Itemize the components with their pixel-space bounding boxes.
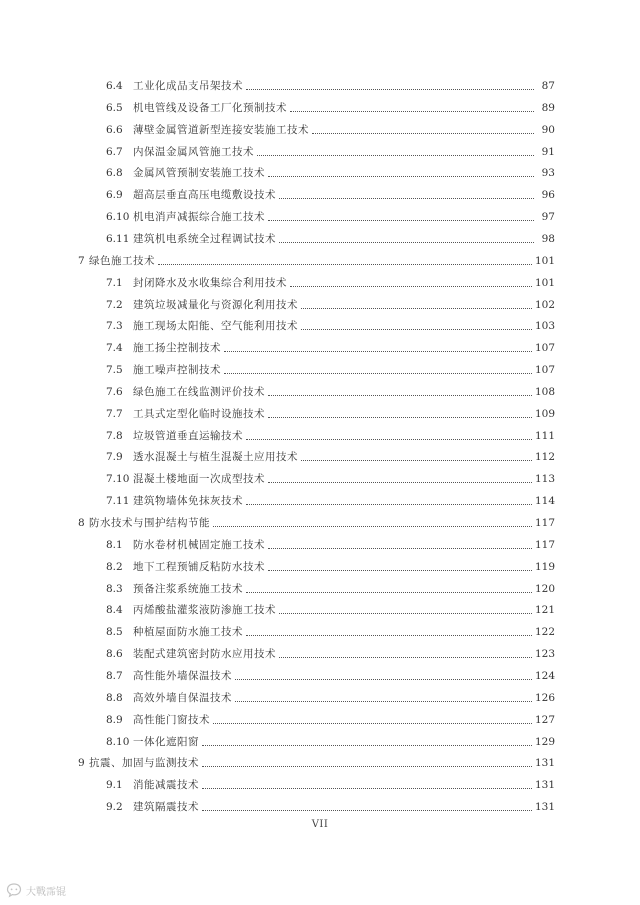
toc-entry-number: 7.9	[106, 451, 123, 463]
toc-section-entry[interactable]	[106, 399, 555, 421]
toc-entry-title: 机电管线及设备工厂化预制技术	[133, 102, 287, 114]
toc-entry-page: 120	[534, 583, 555, 595]
dot-leader	[202, 787, 532, 789]
toc-entry-title: 薄壁金属管道新型连接安装施工技术	[133, 124, 309, 136]
toc-entry-title: 施工现场太阳能、空气能利用技术	[133, 320, 298, 332]
dot-leader	[279, 241, 534, 243]
toc-entry-number: 9.2	[106, 801, 123, 813]
dot-leader	[290, 285, 532, 287]
toc-section-entry[interactable]	[106, 202, 555, 224]
toc-entry-page: 122	[534, 626, 555, 638]
toc-entry-title: 消能减震技术	[133, 779, 199, 791]
dot-leader	[268, 394, 532, 396]
dot-leader	[202, 809, 532, 811]
toc-entry-number: 8.10	[106, 736, 130, 748]
toc-entry-page: 101	[534, 277, 555, 289]
watermark	[6, 882, 66, 898]
toc-entry-page: 89	[541, 102, 555, 114]
dot-leader	[257, 154, 534, 156]
toc-entry-page: 112	[534, 451, 555, 463]
toc-entry-number: 6.7	[106, 146, 123, 158]
toc-entry-number: 7.8	[106, 430, 123, 442]
toc-entry-number: 7.3	[106, 320, 123, 332]
toc-section-entry[interactable]	[106, 158, 555, 180]
dot-leader	[268, 219, 534, 221]
toc-entry-number: 8.8	[106, 692, 123, 704]
toc-section-entry[interactable]	[106, 464, 555, 486]
toc-entry-number: 7.7	[106, 408, 123, 420]
toc-section-entry[interactable]	[106, 137, 555, 159]
dot-leader	[279, 656, 532, 658]
toc-entry-page: 113	[534, 473, 555, 485]
toc-entry-number: 8.2	[106, 561, 123, 573]
toc-entry-page: 117	[534, 517, 555, 529]
toc-entry-title: 建筑机电系统全过程调试技术	[133, 233, 276, 245]
toc-entry-title: 装配式建筑密封防水应用技术	[133, 648, 276, 660]
dot-leader	[268, 547, 532, 549]
toc-entry-number: 6.4	[106, 80, 123, 92]
toc-entry-title: 绿色施工技术	[89, 255, 155, 267]
toc-section-entry[interactable]	[106, 617, 555, 639]
toc-section-entry[interactable]	[106, 355, 555, 377]
toc-entry-number: 7.4	[106, 342, 123, 354]
toc-entry-page: 124	[534, 670, 555, 682]
toc-entry-title: 高性能门窗技术	[133, 714, 210, 726]
toc-section-entry[interactable]	[106, 552, 555, 574]
toc-section-entry[interactable]	[106, 180, 555, 202]
toc-entry-page: 97	[541, 211, 555, 223]
toc-section-entry[interactable]	[106, 290, 555, 312]
dot-leader	[279, 197, 534, 199]
toc-entry-number: 7.2	[106, 299, 123, 311]
toc-entry-number: 7.10	[106, 473, 130, 485]
toc-entry-title: 地下工程预铺反粘防水技术	[133, 561, 265, 573]
toc-entry-title: 施工扬尘控制技术	[133, 342, 221, 354]
toc-entry-page: 91	[541, 146, 555, 158]
toc-section-entry[interactable]	[106, 442, 555, 464]
toc-entry-title: 防水技术与围护结构节能	[89, 517, 210, 529]
toc-section-entry[interactable]	[106, 224, 555, 246]
toc-entry-page: 119	[534, 561, 555, 573]
toc-entry-title: 抗震、加固与监测技术	[89, 757, 199, 769]
toc-entry-title: 工业化成品支吊架技术	[133, 80, 243, 92]
toc-entry-page: 96	[541, 189, 555, 201]
toc-entry-number: 8.5	[106, 626, 123, 638]
toc-entry-title: 预备注浆系统施工技术	[133, 583, 243, 595]
toc-section-entry[interactable]	[106, 530, 555, 552]
dot-leader	[235, 700, 532, 702]
toc-entry-page: 123	[534, 648, 555, 660]
toc-entry-page: 111	[534, 430, 555, 442]
dot-leader	[246, 634, 532, 636]
toc-entry-title: 超高层垂直高压电缆敷设技术	[133, 189, 276, 201]
dot-leader	[301, 307, 532, 309]
toc-entry-number: 8.3	[106, 583, 123, 595]
toc-entry-title: 丙烯酸盐灌浆液防渗施工技术	[133, 604, 276, 616]
toc-entry-number: 6.10	[106, 211, 130, 223]
toc-entry-page: 131	[534, 779, 555, 791]
toc-entry-page: 131	[534, 801, 555, 813]
toc-entry-number: 7.1	[106, 277, 123, 289]
toc-entry-page: 93	[541, 167, 555, 179]
page-folio: VII	[311, 819, 329, 830]
toc-entry-title: 内保温金属风管施工技术	[133, 146, 254, 158]
toc-section-entry[interactable]	[106, 115, 555, 137]
toc-entry-number: 6.6	[106, 124, 123, 136]
toc-entry-page: 126	[534, 692, 555, 704]
toc-section-entry[interactable]	[106, 792, 555, 814]
toc-entry-title: 建筑垃圾减量化与资源化利用技术	[133, 299, 298, 311]
toc-entry-number: 7	[78, 255, 85, 267]
toc-entry-page: 108	[534, 386, 555, 398]
toc-entry-title: 垃圾管道垂直运输技术	[133, 430, 243, 442]
toc-entry-number: 7.6	[106, 386, 123, 398]
dot-leader	[158, 263, 532, 265]
toc-entry-title: 绿色施工在线监测评价技术	[133, 386, 265, 398]
dot-leader	[224, 350, 532, 352]
toc-section-entry[interactable]	[106, 333, 555, 355]
toc-entry-page: 109	[534, 408, 555, 420]
dot-leader	[268, 175, 534, 177]
toc-entry-page: 107	[534, 364, 555, 376]
dot-leader	[246, 88, 534, 90]
toc-section-entry[interactable]	[106, 486, 555, 508]
toc-entry-number: 6.5	[106, 102, 123, 114]
dot-leader	[246, 503, 532, 505]
chat-bubble-logo-icon	[6, 882, 22, 898]
toc-entry-page: 103	[534, 320, 555, 332]
toc-section-entry[interactable]	[106, 770, 555, 792]
toc-entry-number: 8.6	[106, 648, 123, 660]
toc-entry-page: 127	[534, 714, 555, 726]
dot-leader	[213, 525, 532, 527]
toc-entry-page: 87	[541, 80, 555, 92]
dot-leader	[268, 416, 532, 418]
toc-entry-number: 9	[78, 757, 85, 769]
toc-entry-title: 高性能外墙保温技术	[133, 670, 232, 682]
toc-entry-number: 6.8	[106, 167, 123, 179]
dot-leader	[213, 722, 532, 724]
toc-entry-number: 6.11	[106, 233, 130, 245]
dot-leader	[235, 678, 532, 680]
toc-entry-title: 种植屋面防水施工技术	[133, 626, 243, 638]
toc-section-entry[interactable]	[106, 71, 555, 93]
toc-chapter-entry[interactable]	[78, 246, 555, 268]
toc-entry-title: 高效外墙自保温技术	[133, 692, 232, 704]
toc-section-entry[interactable]	[106, 727, 555, 749]
dot-leader	[202, 765, 532, 767]
toc-entry-title: 透水混凝土与植生混凝土应用技术	[133, 451, 298, 463]
dot-leader	[202, 744, 532, 746]
dot-leader	[290, 110, 534, 112]
dot-leader	[224, 372, 532, 374]
toc-entry-title: 施工噪声控制技术	[133, 364, 221, 376]
toc-entry-page: 102	[534, 299, 555, 311]
toc-chapter-entry[interactable]	[78, 748, 555, 770]
toc-section-entry[interactable]	[106, 661, 555, 683]
toc-entry-number: 7.5	[106, 364, 123, 376]
toc-entry-title: 金属风管预制安装施工技术	[133, 167, 265, 179]
toc-entry-page: 98	[541, 233, 555, 245]
toc-entry-page: 131	[534, 757, 555, 769]
toc-entry-page: 114	[534, 495, 555, 507]
toc-entry-page: 129	[534, 736, 555, 748]
toc-chapter-entry[interactable]	[78, 508, 555, 530]
dot-leader	[268, 481, 532, 483]
toc-section-entry[interactable]	[106, 595, 555, 617]
toc-entry-title: 建筑隔震技术	[133, 801, 199, 813]
toc-entry-number: 8.9	[106, 714, 123, 726]
toc-entry-title: 机电消声减振综合施工技术	[133, 211, 265, 223]
toc-section-entry[interactable]	[106, 639, 555, 661]
toc-entry-title: 防水卷材机械固定施工技术	[133, 539, 265, 551]
toc-entry-page: 101	[534, 255, 555, 267]
toc-section-entry[interactable]	[106, 311, 555, 333]
toc-entry-page: 121	[534, 604, 555, 616]
dot-leader	[268, 569, 532, 571]
dot-leader	[279, 612, 532, 614]
toc-entry-page: 117	[534, 539, 555, 551]
toc-entry-title: 封闭降水及水收集综合利用技术	[133, 277, 287, 289]
toc-section-entry[interactable]	[106, 574, 555, 596]
watermark-text: 大戰霈锟	[26, 886, 66, 898]
toc-entry-title: 工具式定型化临时设施技术	[133, 408, 265, 420]
toc-section-entry[interactable]	[106, 683, 555, 705]
toc-entry-title: 一体化遮阳窗	[133, 736, 199, 748]
toc-entry-number: 8	[78, 517, 85, 529]
toc-entry-page: 90	[541, 124, 555, 136]
dot-leader	[301, 459, 532, 461]
toc-section-entry[interactable]	[106, 377, 555, 399]
toc-section-entry[interactable]	[106, 705, 555, 727]
toc-entry-number: 8.7	[106, 670, 123, 682]
toc-entry-page: 107	[534, 342, 555, 354]
dot-leader	[246, 438, 532, 440]
toc-entry-number: 8.1	[106, 539, 123, 551]
toc-entry-title: 混凝土楼地面一次成型技术	[133, 473, 265, 485]
toc-section-entry[interactable]	[106, 268, 555, 290]
dot-leader	[301, 328, 532, 330]
toc-section-entry[interactable]	[106, 93, 555, 115]
toc-entry-number: 6.9	[106, 189, 123, 201]
toc-entry-number: 9.1	[106, 779, 123, 791]
toc-entry-title: 建筑物墙体免抹灰技术	[133, 495, 243, 507]
toc-entry-number: 8.4	[106, 604, 123, 616]
toc-section-entry[interactable]	[106, 421, 555, 443]
toc-entry-number: 7.11	[106, 495, 130, 507]
dot-leader	[246, 591, 532, 593]
dot-leader	[312, 132, 534, 134]
